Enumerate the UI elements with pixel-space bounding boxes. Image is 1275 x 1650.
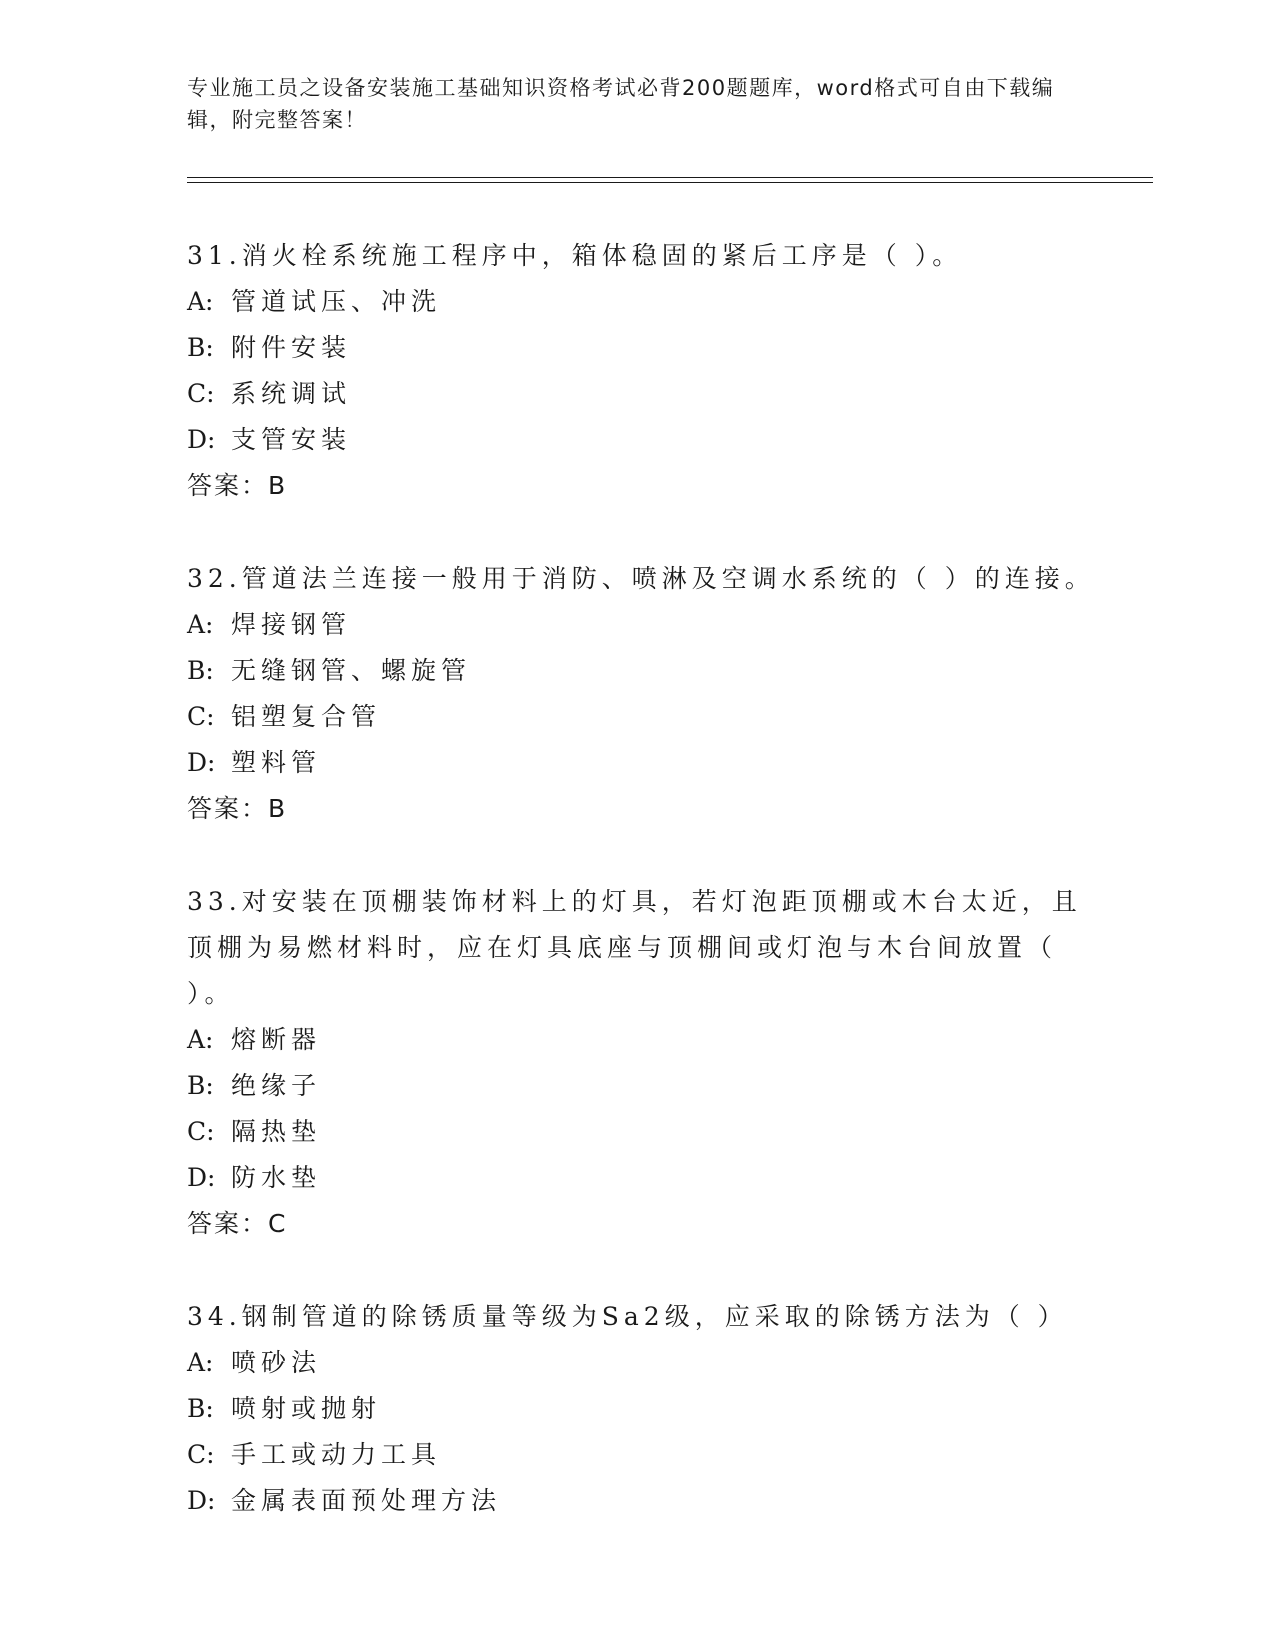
option-text: 金属表面预处理方法	[231, 1486, 502, 1515]
question-34	[187, 1294, 1107, 1524]
option-a	[187, 602, 1107, 648]
option-c	[187, 694, 1107, 740]
option-d	[187, 740, 1107, 786]
option-key: D:	[187, 1486, 216, 1515]
option-a	[187, 279, 1107, 325]
option-b	[187, 648, 1107, 694]
header-rule-top	[187, 177, 1153, 178]
option-key: C:	[187, 1117, 215, 1146]
option-key: D:	[187, 425, 216, 454]
option-text: 隔热垫	[231, 1117, 322, 1146]
option-text: 绝缘子	[231, 1071, 322, 1100]
question-31	[187, 233, 1107, 509]
option-text: 支管安装	[231, 425, 352, 454]
option-key: C:	[187, 702, 215, 731]
option-key: A:	[187, 610, 214, 639]
option-text: 喷射或抛射	[231, 1394, 382, 1423]
option-c	[187, 1109, 1107, 1155]
document-header: 专业施工员之设备安装施工基础知识资格考试必背200题题库，word格式可自由下载编辑，附完整答案！	[187, 76, 1055, 132]
answer-line: 答案：B	[187, 794, 288, 823]
option-key: D:	[187, 1163, 216, 1192]
option-key: C:	[187, 379, 215, 408]
option-a	[187, 1017, 1107, 1063]
option-key: B:	[187, 1071, 214, 1100]
option-c	[187, 371, 1107, 417]
option-b	[187, 1063, 1107, 1109]
option-text: 防水垫	[231, 1163, 322, 1192]
option-text: 管道试压、冲洗	[231, 287, 442, 316]
option-key: B:	[187, 333, 214, 362]
option-key: A:	[187, 1348, 214, 1377]
question-spacer	[187, 1247, 1107, 1294]
option-text: 无缝钢管、螺旋管	[231, 656, 472, 685]
option-b	[187, 325, 1107, 371]
option-a	[187, 1340, 1107, 1386]
question-spacer	[187, 832, 1107, 879]
option-text: 手工或动力工具	[231, 1440, 442, 1469]
option-text: 塑料管	[231, 748, 322, 777]
option-text: 附件安装	[231, 333, 352, 362]
option-text: 喷砂法	[231, 1348, 322, 1377]
option-key: A:	[187, 1025, 214, 1054]
option-key: A:	[187, 287, 214, 316]
question-spacer	[187, 509, 1107, 556]
option-key: B:	[187, 1394, 214, 1423]
answer-line: 答案：B	[187, 471, 288, 500]
question-stem: 32.管道法兰连接一般用于消防、喷淋及空调水系统的（ ）的连接。	[187, 564, 1095, 593]
option-b	[187, 1386, 1107, 1432]
option-text: 铝塑复合管	[231, 702, 382, 731]
option-c	[187, 1432, 1107, 1478]
question-33	[187, 879, 1107, 1247]
option-key: C:	[187, 1440, 215, 1469]
question-32	[187, 556, 1107, 832]
question-stem: 34.钢制管道的除锈质量等级为Sa2级，应采取的除锈方法为（ ）	[187, 1302, 1068, 1331]
option-key: B:	[187, 656, 214, 685]
question-stem: 33.对安装在顶棚装饰材料上的灯具，若灯泡距顶棚或木台太近，且顶棚为易燃材料时，应在灯具底座与顶棚间或灯泡与木台间放置（ ）。	[187, 887, 1082, 1008]
option-d	[187, 1478, 1107, 1524]
option-d	[187, 417, 1107, 463]
answer-line: 答案：C	[187, 1209, 288, 1238]
option-text: 焊接钢管	[231, 610, 352, 639]
option-text: 熔断器	[231, 1025, 322, 1054]
option-text: 系统调试	[231, 379, 352, 408]
question-list	[187, 233, 1107, 1524]
option-d	[187, 1155, 1107, 1201]
header-rule-bottom	[187, 182, 1153, 183]
question-stem: 31.消火栓系统施工程序中，箱体稳固的紧后工序是（ ）。	[187, 241, 963, 270]
option-key: D:	[187, 748, 216, 777]
